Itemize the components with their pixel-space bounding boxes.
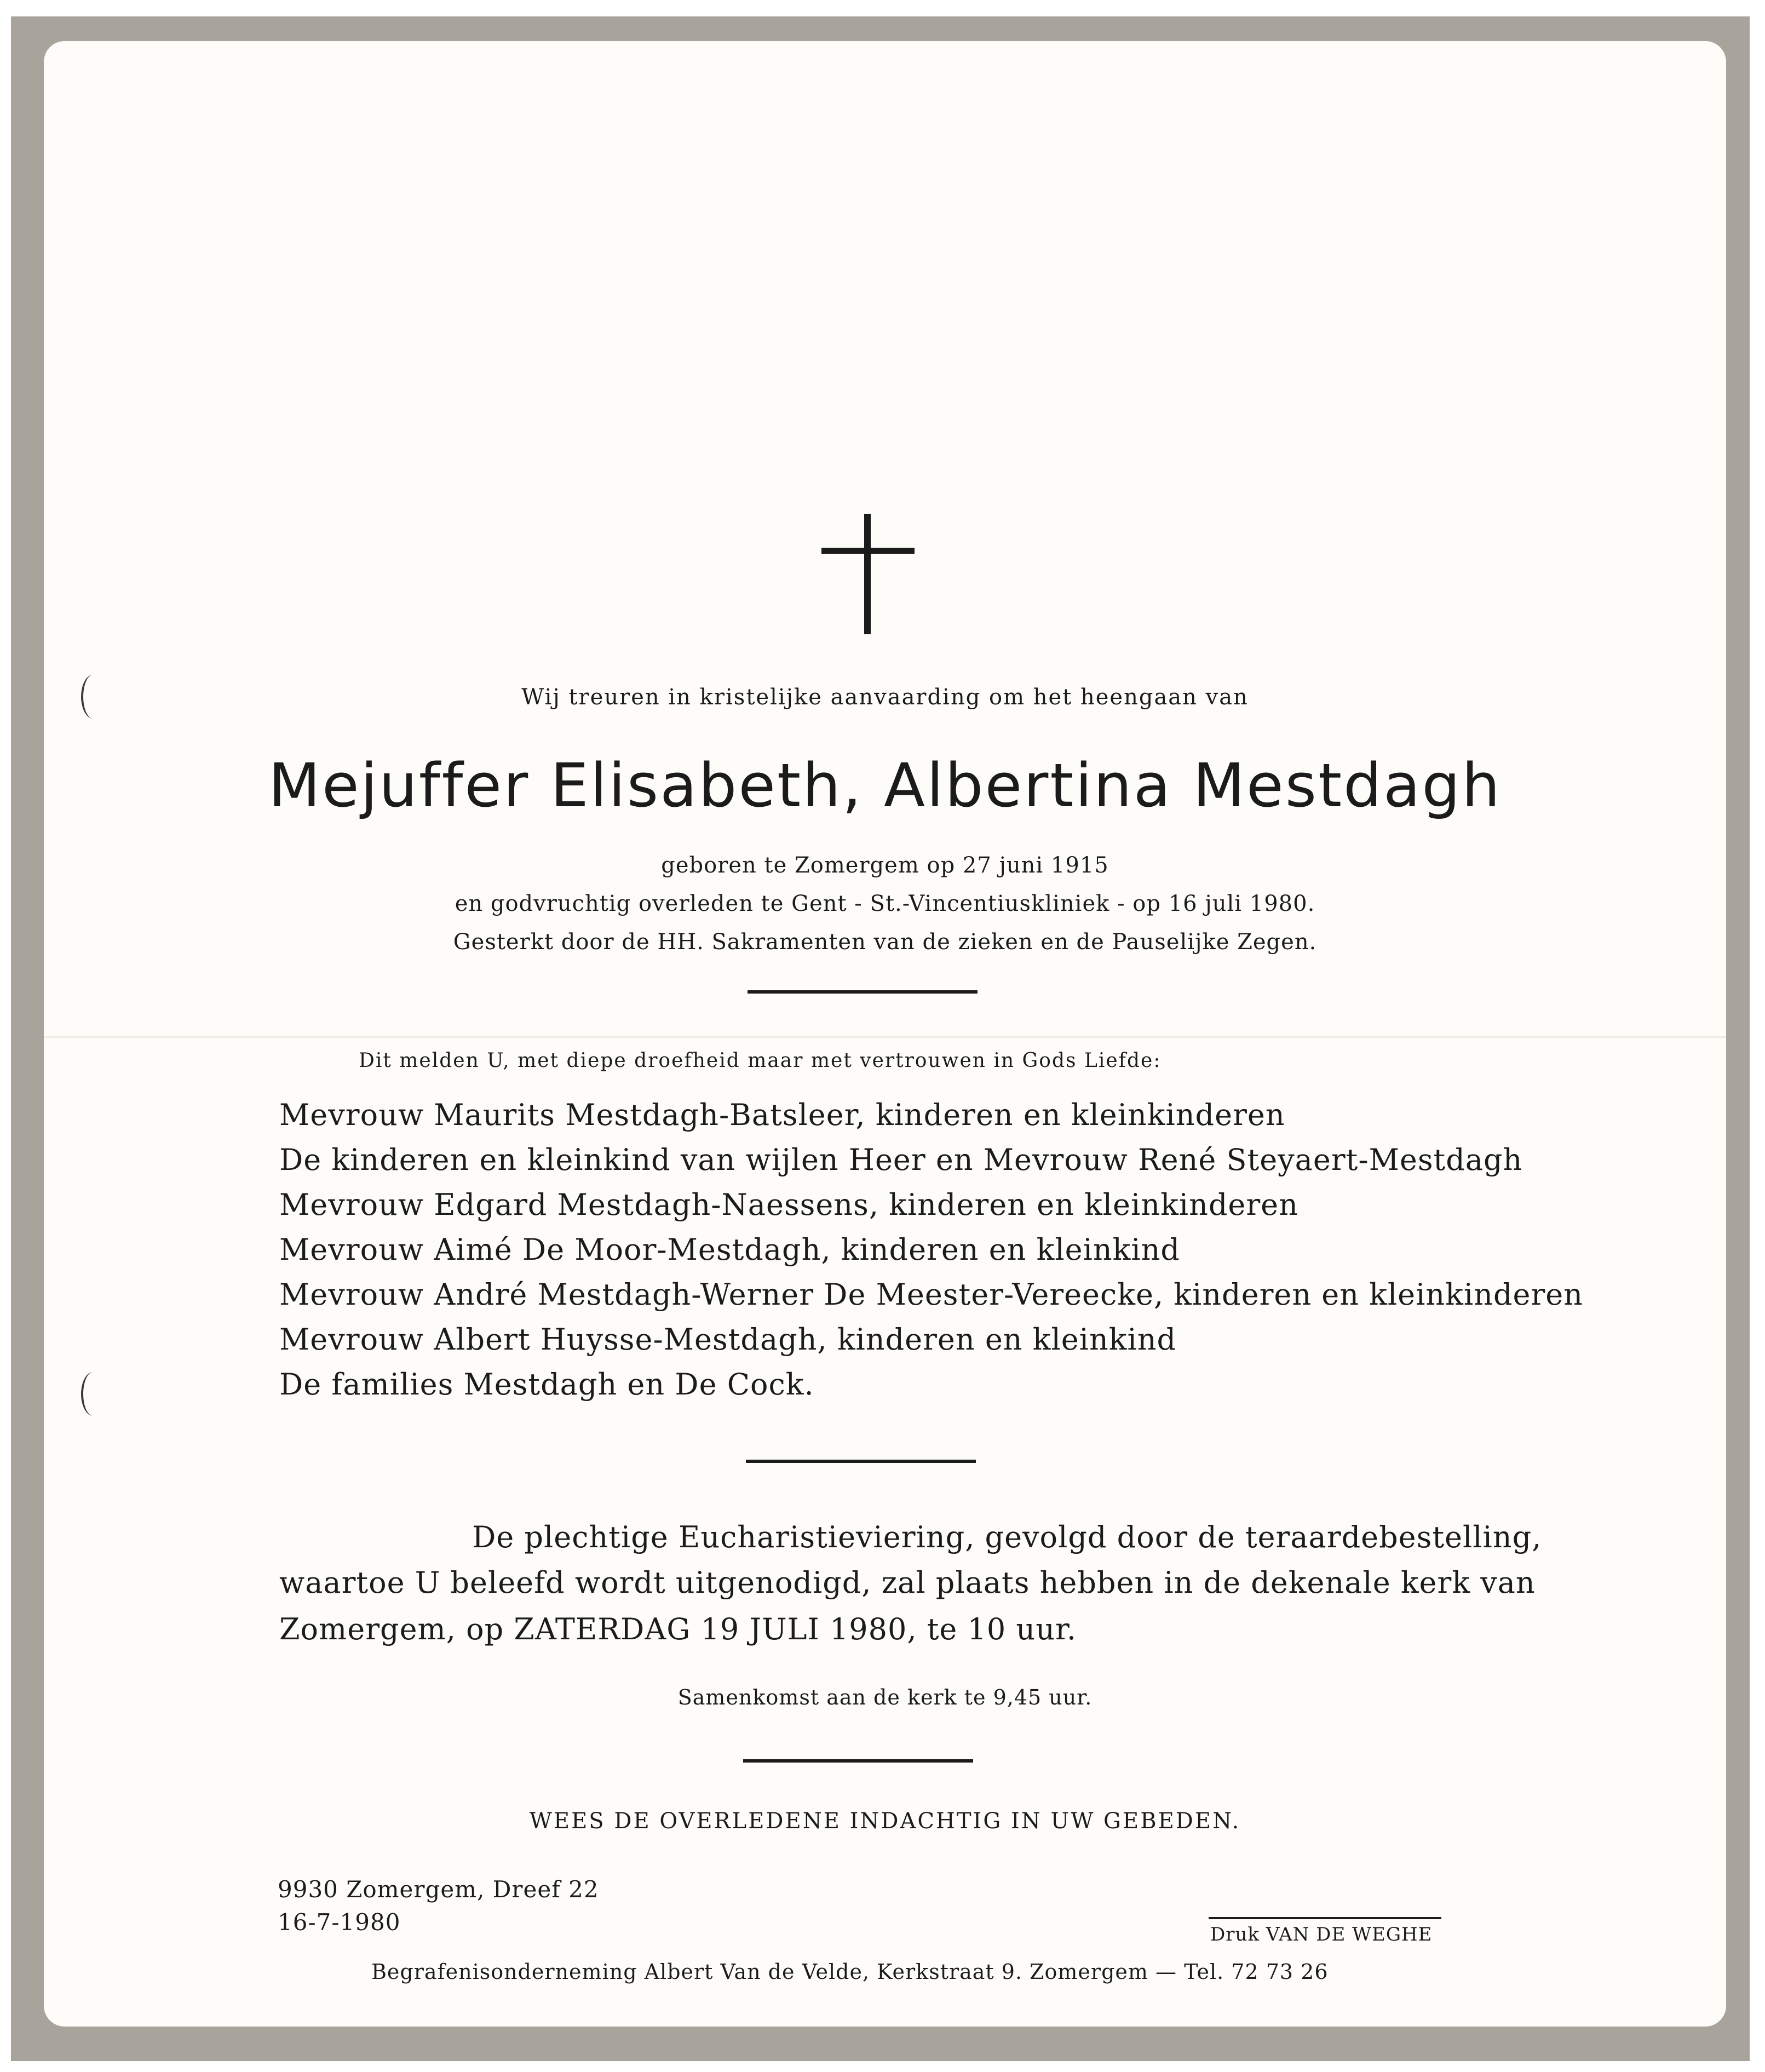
printer-rule bbox=[1209, 1917, 1441, 1919]
family-item: De kinderen en kleinkind van wijlen Heer en Mevrouw René Steyaert-Mestdagh bbox=[279, 1143, 1523, 1177]
family-list bbox=[279, 1093, 1583, 1407]
punch-hole-bottom bbox=[81, 1372, 105, 1416]
prayer-request: WEES DE OVERLEDENE INDACHTIG IN UW GEBEDEN. bbox=[529, 1809, 1241, 1834]
birth-line: geboren te Zomergem op 27 juni 1915 bbox=[661, 853, 1109, 878]
intro-text: Wij treuren in kristelijke aanvaarding om het heengaan van bbox=[521, 685, 1249, 710]
divider bbox=[743, 1759, 973, 1763]
sacraments-line: Gesterkt door de HH. Sakramenten van de zieken en de Pauselijke Zegen. bbox=[453, 929, 1317, 955]
home-address: 9930 Zomergem, Dreef 22 bbox=[278, 1876, 599, 1903]
family-item: Mevrouw Aimé De Moor-Mestdagh, kinderen en kleinkind bbox=[279, 1232, 1180, 1267]
meeting-text: Samenkomst aan de kerk te 9,45 uur. bbox=[677, 1685, 1093, 1709]
family-item: Mevrouw Albert Huysse-Mestdagh, kinderen en kleinkind bbox=[279, 1322, 1177, 1357]
death-line: en godvruchtig overleden te Gent - St.-Vincentiuskliniek - op 16 juli 1980. bbox=[455, 891, 1315, 916]
cross-icon bbox=[821, 514, 915, 634]
fold-line bbox=[44, 1036, 1726, 1038]
ceremony-line: Zomergem, op ZATERDAG 19 JULI 1980, te 10 uur. bbox=[279, 1612, 1077, 1646]
printer-credit: Druk VAN DE WEGHE bbox=[1210, 1924, 1433, 1945]
divider bbox=[746, 1460, 976, 1463]
announcement-text: Dit melden U, met diepe droefheid maar met vertrouwen in Gods Liefde: bbox=[359, 1049, 1162, 1072]
undertaker-line: Begrafenisonderneming Albert Van de Velde, Kerkstraat 9. Zomergem — Tel. 72 73 26 bbox=[371, 1960, 1329, 1984]
mourning-card bbox=[44, 41, 1726, 2027]
family-item: De families Mestdagh en De Cock. bbox=[279, 1367, 814, 1402]
divider bbox=[748, 990, 978, 994]
family-item: Mevrouw Maurits Mestdagh-Batsleer, kinderen en kleinkinderen bbox=[279, 1098, 1285, 1132]
card-date: 16-7-1980 bbox=[278, 1909, 401, 1936]
deceased-name: Mejuffer Elisabeth, Albertina Mestdagh bbox=[268, 750, 1502, 820]
family-item: Mevrouw Edgard Mestdagh-Naessens, kinderen en kleinkinderen bbox=[279, 1187, 1298, 1222]
family-item: Mevrouw André Mestdagh-Werner De Meester-Vereecke, kinderen en kleinkinderen bbox=[279, 1277, 1584, 1312]
punch-hole-top bbox=[81, 675, 105, 719]
ceremony-line: waartoe U beleefd wordt uitgenodigd, zal plaats hebben in de dekenale kerk van bbox=[279, 1565, 1536, 1600]
ceremony-line: De plechtige Eucharistieviering, gevolgd door de teraardebestelling, bbox=[472, 1520, 1542, 1554]
